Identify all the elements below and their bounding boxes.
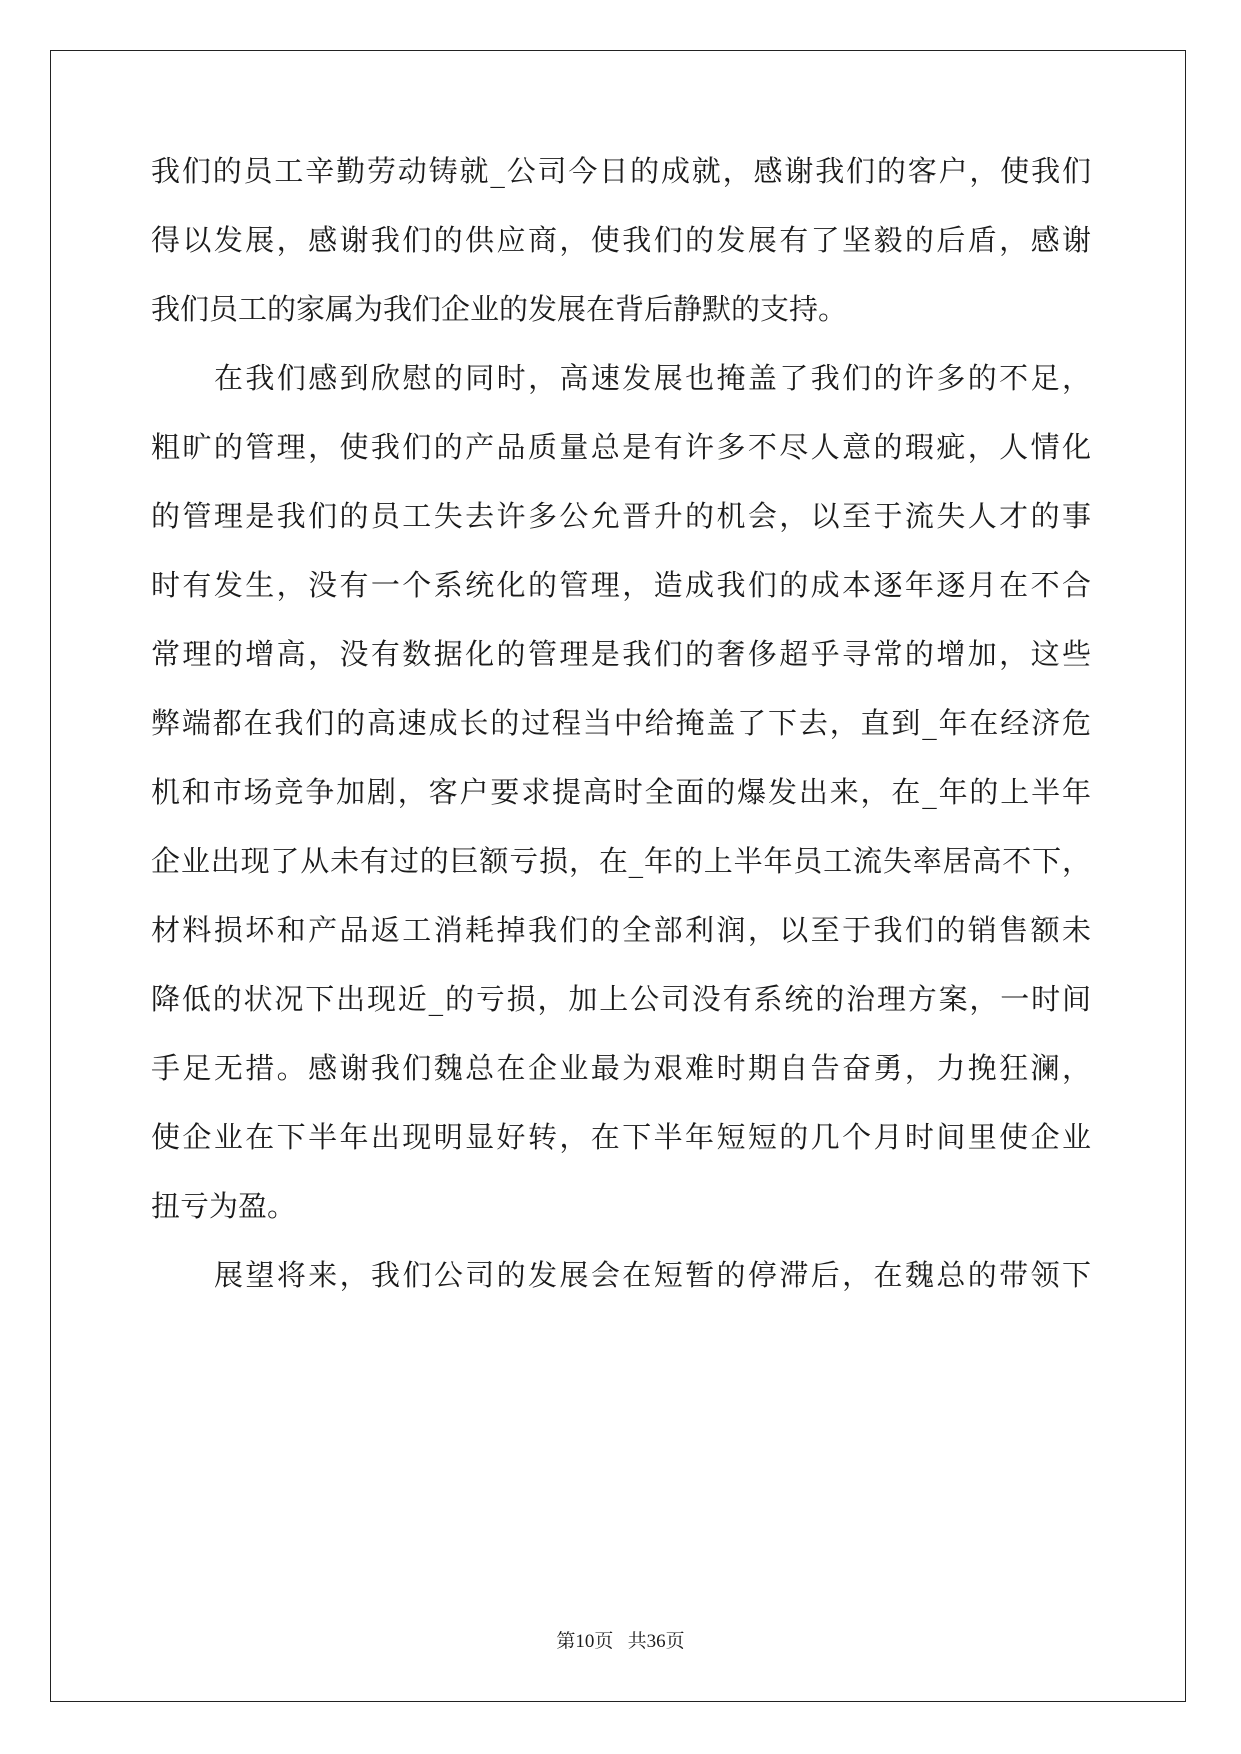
text-line: 手足无措。感谢我们魏总在企业最为艰难时期自告奋勇，力挽狂澜， [151, 1051, 1091, 1085]
text-line: 企业出现了从未有过的巨额亏损，在_年的上半年员工流失率居高不下， [151, 844, 1091, 878]
text-line: 展望将来，我们公司的发展会在短暂的停滞后，在魏总的带领下 [214, 1258, 1091, 1292]
text-line: 粗旷的管理，使我们的产品质量总是有许多不尽人意的瑕疵，人情化 [151, 430, 1091, 464]
text-line: 降低的状况下出现近_的亏损，加上公司没有系统的治理方案，一时间 [151, 982, 1091, 1016]
text-line: 弊端都在我们的高速成长的过程当中给掩盖了下去，直到_年在经济危 [151, 706, 1091, 740]
text-line: 得以发展，感谢我们的供应商，使我们的发展有了坚毅的后盾，感谢 [151, 223, 1091, 257]
text-line: 使企业在下半年出现明显好转，在下半年短短的几个月时间里使企业 [151, 1120, 1091, 1154]
text-line: 扭亏为盈。 [151, 1189, 297, 1223]
text-line: 材料损坏和产品返工消耗掉我们的全部利润，以至于我们的销售额未 [151, 913, 1091, 947]
text-line: 我们员工的家属为我们企业的发展在背后静默的支持。 [151, 292, 848, 326]
text-line: 在我们感到欣慰的同时，高速发展也掩盖了我们的许多的不足， [214, 361, 1091, 395]
text-line: 时有发生，没有一个系统化的管理，造成我们的成本逐年逐月在不合 [151, 568, 1091, 602]
text-line: 的管理是我们的员工失去许多公允晋升的机会，以至于流失人才的事 [151, 499, 1091, 533]
text-line: 机和市场竞争加剧，客户要求提高时全面的爆发出来，在_年的上半年 [151, 775, 1091, 809]
text-line: 常理的增高，没有数据化的管理是我们的奢侈超乎寻常的增加，这些 [151, 637, 1091, 671]
page-number-footer: 第10页 共36页 [556, 1631, 685, 1652]
text-line: 我们的员工辛勤劳动铸就_公司今日的成就，感谢我们的客户，使我们 [151, 154, 1091, 188]
